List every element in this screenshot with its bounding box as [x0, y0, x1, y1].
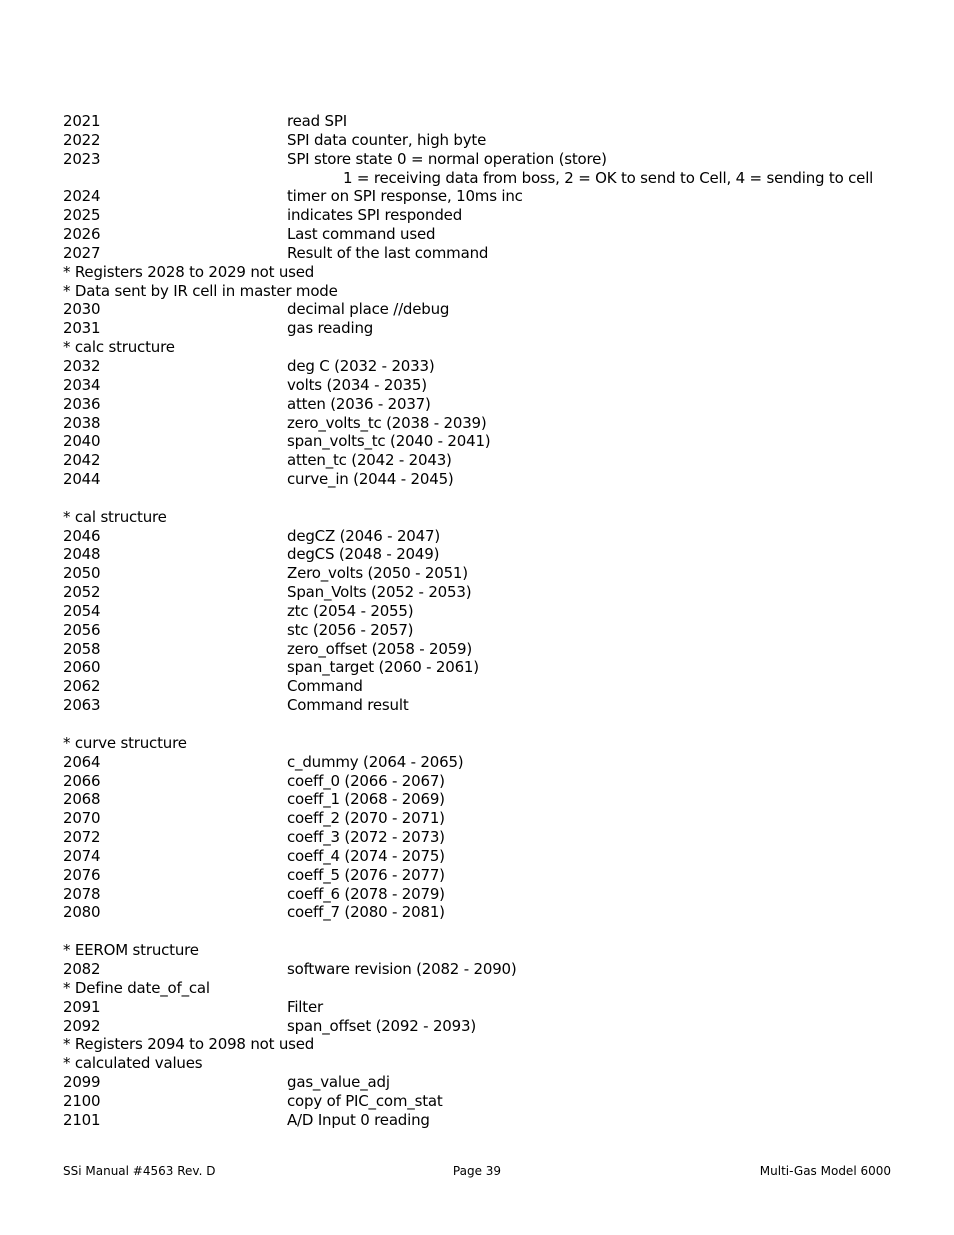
register-address: 2099 [63, 1073, 101, 1092]
register-row [63, 1017, 923, 1036]
register-address: 2091 [63, 997, 101, 1016]
register-address: 2101 [63, 1110, 101, 1129]
register-address: 2054 [63, 601, 101, 620]
register-description: volts (2034 - 2035) [287, 375, 427, 394]
register-description: degCZ (2046 - 2047) [287, 526, 440, 545]
register-address: 2100 [63, 1091, 101, 1110]
register-address: 2076 [63, 865, 101, 884]
register-description: degCS (2048 - 2049) [287, 545, 440, 564]
register-description: Zero_volts (2050 - 2051) [287, 564, 468, 583]
register-row [63, 470, 923, 489]
footer-page-number: Page 39 [452, 1164, 502, 1178]
page-footer [63, 1163, 891, 1179]
register-row [63, 225, 923, 244]
register-row [63, 395, 923, 414]
register-row [63, 300, 923, 319]
register-row [63, 112, 923, 131]
register-description: decimal place //debug [287, 300, 450, 319]
register-row [63, 847, 923, 866]
section-note: * calc structure [63, 338, 175, 357]
register-address: 2046 [63, 526, 101, 545]
register-description: timer on SPI response, 10ms inc [287, 187, 523, 206]
register-description: SPI store state 0 = normal operation (store) [287, 149, 607, 168]
register-row [63, 583, 923, 602]
register-row [63, 998, 923, 1017]
section-note: * cal structure [63, 507, 167, 526]
register-address: 2040 [63, 432, 101, 451]
section-note: * Define date_of_cal [63, 978, 210, 997]
register-address: 2021 [63, 112, 101, 130]
register-description: Filter [287, 997, 323, 1016]
section-note: * Registers 2028 to 2029 not used [63, 262, 315, 281]
register-description: c_dummy (2064 - 2065) [287, 752, 464, 771]
register-address: 2074 [63, 846, 101, 865]
register-description: coeff_0 (2066 - 2067) [287, 771, 445, 790]
register-address: 2023 [63, 149, 101, 168]
register-description: Span_Volts (2052 - 2053) [287, 583, 472, 602]
register-row [63, 1092, 923, 1111]
register-row [63, 677, 923, 696]
register-address: 2066 [63, 771, 101, 790]
register-row [63, 150, 923, 169]
register-description: zero_offset (2058 - 2059) [287, 639, 473, 658]
section-note: * Registers 2094 to 2098 not used [63, 1035, 315, 1054]
register-row [63, 432, 923, 451]
register-address: 2032 [63, 356, 101, 375]
register-row [63, 885, 923, 904]
register-address: 2052 [63, 583, 101, 602]
register-description: atten_tc (2042 - 2043) [287, 451, 452, 470]
register-description: coeff_2 (2070 - 2071) [287, 809, 445, 828]
register-row-continuation [63, 169, 923, 188]
register-row [63, 696, 923, 715]
section-note: * calculated values [63, 1054, 203, 1073]
register-address: 2036 [63, 394, 101, 413]
register-row [63, 244, 923, 263]
register-address: 2026 [63, 225, 101, 244]
register-address: 2050 [63, 564, 101, 583]
register-description: gas reading [287, 319, 374, 338]
register-description: 1 = receiving data from boss, 2 = OK to send to Cell, 4 = sending to cell [343, 168, 874, 187]
register-description: deg C (2032 - 2033) [287, 356, 435, 375]
register-address: 2056 [63, 620, 101, 639]
register-description: A/D Input 0 reading [287, 1110, 430, 1129]
register-row [63, 658, 923, 677]
register-description: atten (2036 - 2037) [287, 394, 431, 413]
register-description: gas_value_adj [287, 1073, 390, 1092]
register-address: 2078 [63, 884, 101, 903]
blank-line [63, 489, 923, 508]
register-description: coeff_6 (2078 - 2079) [287, 884, 445, 903]
register-address: 2027 [63, 243, 101, 262]
register-address: 2062 [63, 677, 101, 696]
section-note: * EEROM structure [63, 941, 199, 960]
register-description: Last command used [287, 225, 436, 244]
register-row [63, 187, 923, 206]
register-address: 2082 [63, 959, 101, 978]
register-address: 2064 [63, 752, 101, 771]
register-description: stc (2056 - 2057) [287, 620, 414, 639]
register-address: 2044 [63, 470, 101, 489]
register-description: span_volts_tc (2040 - 2041) [287, 432, 491, 451]
register-description: span_offset (2092 - 2093) [287, 1016, 476, 1035]
register-address: 2070 [63, 809, 101, 828]
section-note: * Data sent by IR cell in master mode [63, 281, 338, 300]
register-description: copy of PIC_com_stat [287, 1091, 443, 1110]
register-description: coeff_4 (2074 - 2075) [287, 846, 445, 865]
register-address: 2072 [63, 828, 101, 847]
register-description: span_target (2060 - 2061) [287, 658, 479, 677]
register-address: 2048 [63, 545, 101, 564]
register-row [63, 772, 923, 791]
register-address: 2024 [63, 187, 101, 206]
register-address: 2042 [63, 451, 101, 470]
register-row [63, 640, 923, 659]
blank-line [63, 922, 923, 941]
register-row [63, 753, 923, 772]
register-address: 2022 [63, 130, 101, 149]
register-row [63, 545, 923, 564]
register-description: coeff_7 (2080 - 2081) [287, 903, 445, 922]
register-description: Command result [287, 696, 409, 715]
register-description: SPI data counter, high byte [287, 130, 487, 149]
register-address: 2030 [63, 300, 101, 319]
register-row [63, 376, 923, 395]
footer-model-name: Multi-Gas Model 6000 [759, 1164, 891, 1178]
register-description: zero_volts_tc (2038 - 2039) [287, 413, 487, 432]
register-address: 2025 [63, 206, 101, 225]
register-row [63, 602, 923, 621]
register-address: 2038 [63, 413, 101, 432]
register-row [63, 960, 923, 979]
register-description: coeff_3 (2072 - 2073) [287, 828, 445, 847]
register-description: software revision (2082 - 2090) [287, 959, 517, 978]
register-address: 2060 [63, 658, 101, 677]
register-description: ztc (2054 - 2055) [287, 601, 414, 620]
register-row [63, 357, 923, 376]
blank-line [63, 715, 923, 734]
register-row [63, 414, 923, 433]
register-description: curve_in (2044 - 2045) [287, 470, 454, 489]
register-row [63, 809, 923, 828]
register-description: coeff_5 (2076 - 2077) [287, 865, 445, 884]
register-row [63, 621, 923, 640]
register-address: 2080 [63, 903, 101, 922]
register-row [63, 206, 923, 225]
register-row [63, 131, 923, 150]
register-address: 2031 [63, 319, 101, 338]
register-row [63, 790, 923, 809]
register-address: 2092 [63, 1016, 101, 1035]
register-row [63, 527, 923, 546]
register-row [63, 866, 923, 885]
register-address: 2063 [63, 696, 101, 715]
register-description: indicates SPI responded [287, 206, 463, 225]
register-address: 2034 [63, 375, 101, 394]
register-row [63, 451, 923, 470]
register-description: Command [287, 677, 363, 696]
footer-manual-id: SSi Manual #4563 Rev. D [63, 1164, 216, 1178]
register-row [63, 1111, 923, 1130]
register-row [63, 1073, 923, 1092]
section-note: * curve structure [63, 733, 187, 752]
register-row [63, 319, 923, 338]
register-address: 2058 [63, 639, 101, 658]
register-description: coeff_1 (2068 - 2069) [287, 790, 445, 809]
register-address: 2068 [63, 790, 101, 809]
register-list [63, 112, 923, 1130]
register-description: Result of the last command [287, 243, 489, 262]
register-description: read SPI [287, 112, 347, 130]
register-address [63, 169, 287, 188]
register-row [63, 828, 923, 847]
register-row [63, 903, 923, 922]
register-row [63, 564, 923, 583]
